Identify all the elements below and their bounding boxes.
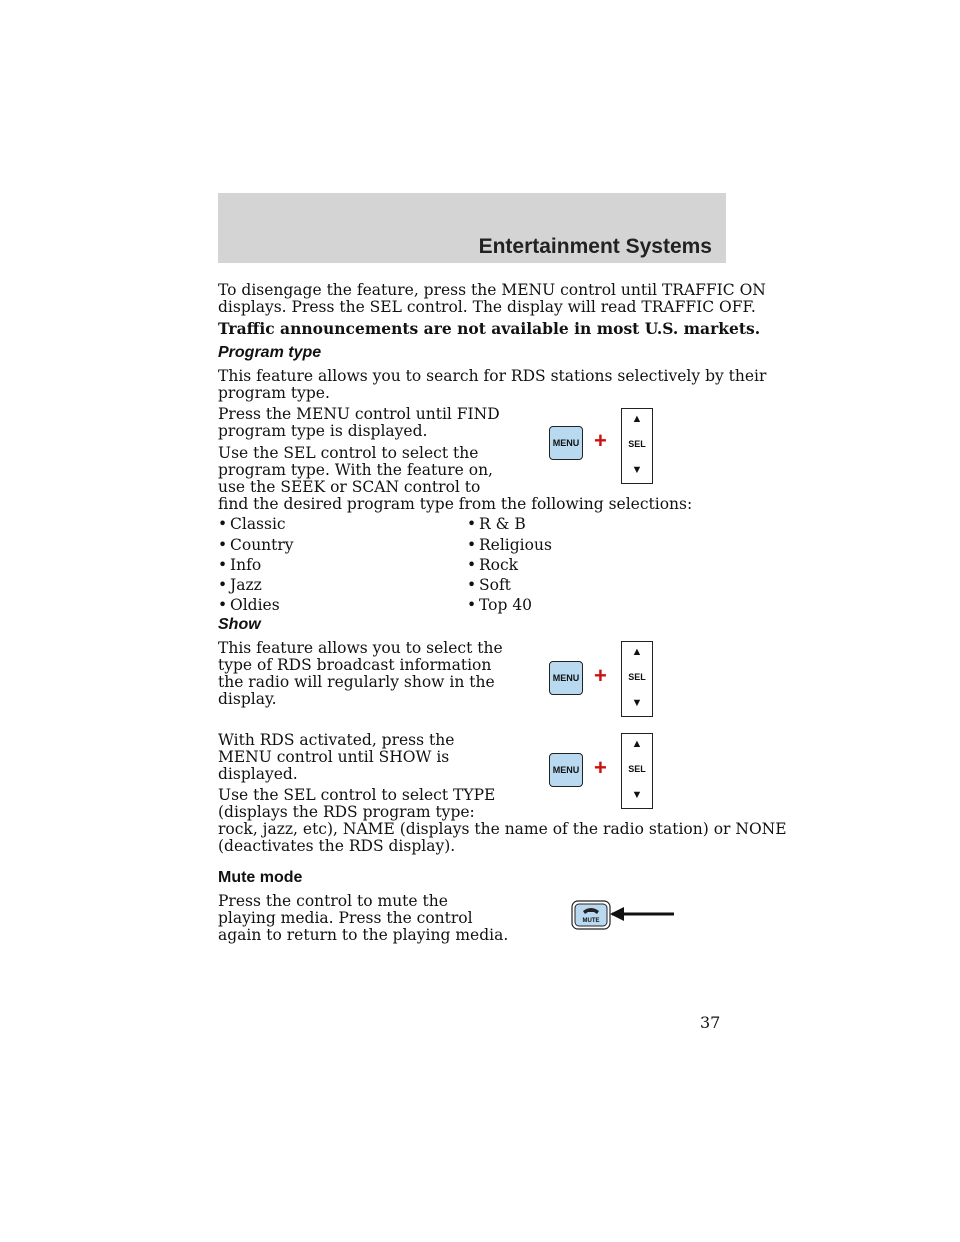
list-item: • Religious [467,536,552,554]
heading-program-type: Program type [218,344,322,361]
menu-sel-diagram [549,733,655,809]
up-arrow-icon: ▲ [631,413,643,425]
menu-sel-diagram [549,641,655,717]
menu-button-icon: MENU [549,661,583,695]
sel-label: SEL [628,764,646,774]
sel-control-icon [621,408,653,484]
paragraph-program-press: Press the MENU control until FIND program type is displayed. [218,405,500,440]
up-arrow-icon: ▲ [631,646,643,658]
sel-label: SEL [628,672,646,682]
list-item: • Top 40 [467,596,533,614]
down-arrow-icon: ▼ [631,464,643,476]
menu-button-icon: MENU [549,426,583,460]
list-item: • Rock [467,556,519,574]
sel-control-icon [621,733,653,809]
mute-label: MUTE [582,918,600,924]
paragraph-show-press: With RDS activated, press the MENU control until SHOW is displayed. [218,731,455,783]
plus-icon: + [594,755,607,780]
paragraph-mute: Press the control to mute the playing media. Press the control again to return to the playing media. [218,892,509,944]
mute-diagram [570,898,680,934]
sel-control-icon [621,641,653,717]
menu-button-icon: MENU [549,753,583,787]
plus-icon: + [594,663,607,688]
list-item: • Country [218,536,294,554]
list-item: • Oldies [218,596,280,614]
down-arrow-icon: ▼ [631,789,643,801]
paragraph-show-intro: This feature allows you to select the type of RDS broadcast information the radio will regularly show in the display. [218,639,503,708]
heading-show: Show [218,616,261,633]
paragraph-show-use: Use the SEL control to select TYPE (displays the RDS program type: rock, jazz, etc), NAME (displays the name of the radio station) or NONE (deactivates the RDS display). [218,786,787,855]
list-item: • Jazz [218,576,262,594]
section-title: Entertainment Systems [478,235,712,258]
sel-label: SEL [628,439,646,449]
plus-icon: + [594,428,607,453]
list-item: • R & B [467,515,526,533]
mute-button-icon [570,898,680,934]
paragraph-program-use: Use the SEL control to select the program type. With the feature on, use the SEEK or SCAN control to find the desired program type from the following selections: [218,444,693,513]
paragraph-traffic-note: Traffic announcements are not available in most U.S. markets. [218,319,761,338]
list-item: • Classic [218,515,286,533]
down-arrow-icon: ▼ [631,697,643,709]
list-item: • Info [218,556,262,574]
page-number: 37 [700,1013,721,1032]
menu-sel-diagram [549,408,655,484]
section-header [218,193,726,263]
paragraph-program-intro: This feature allows you to search for RDS stations selectively by their program type. [218,367,767,402]
up-arrow-icon: ▲ [631,738,643,750]
paragraph-disengage: To disengage the feature, press the MENU control until TRAFFIC ON displays. Press the SEL control. The display will read TRAFFIC OFF. [218,281,766,316]
list-item: • Soft [467,576,511,594]
heading-mute-mode: Mute mode [218,869,303,886]
